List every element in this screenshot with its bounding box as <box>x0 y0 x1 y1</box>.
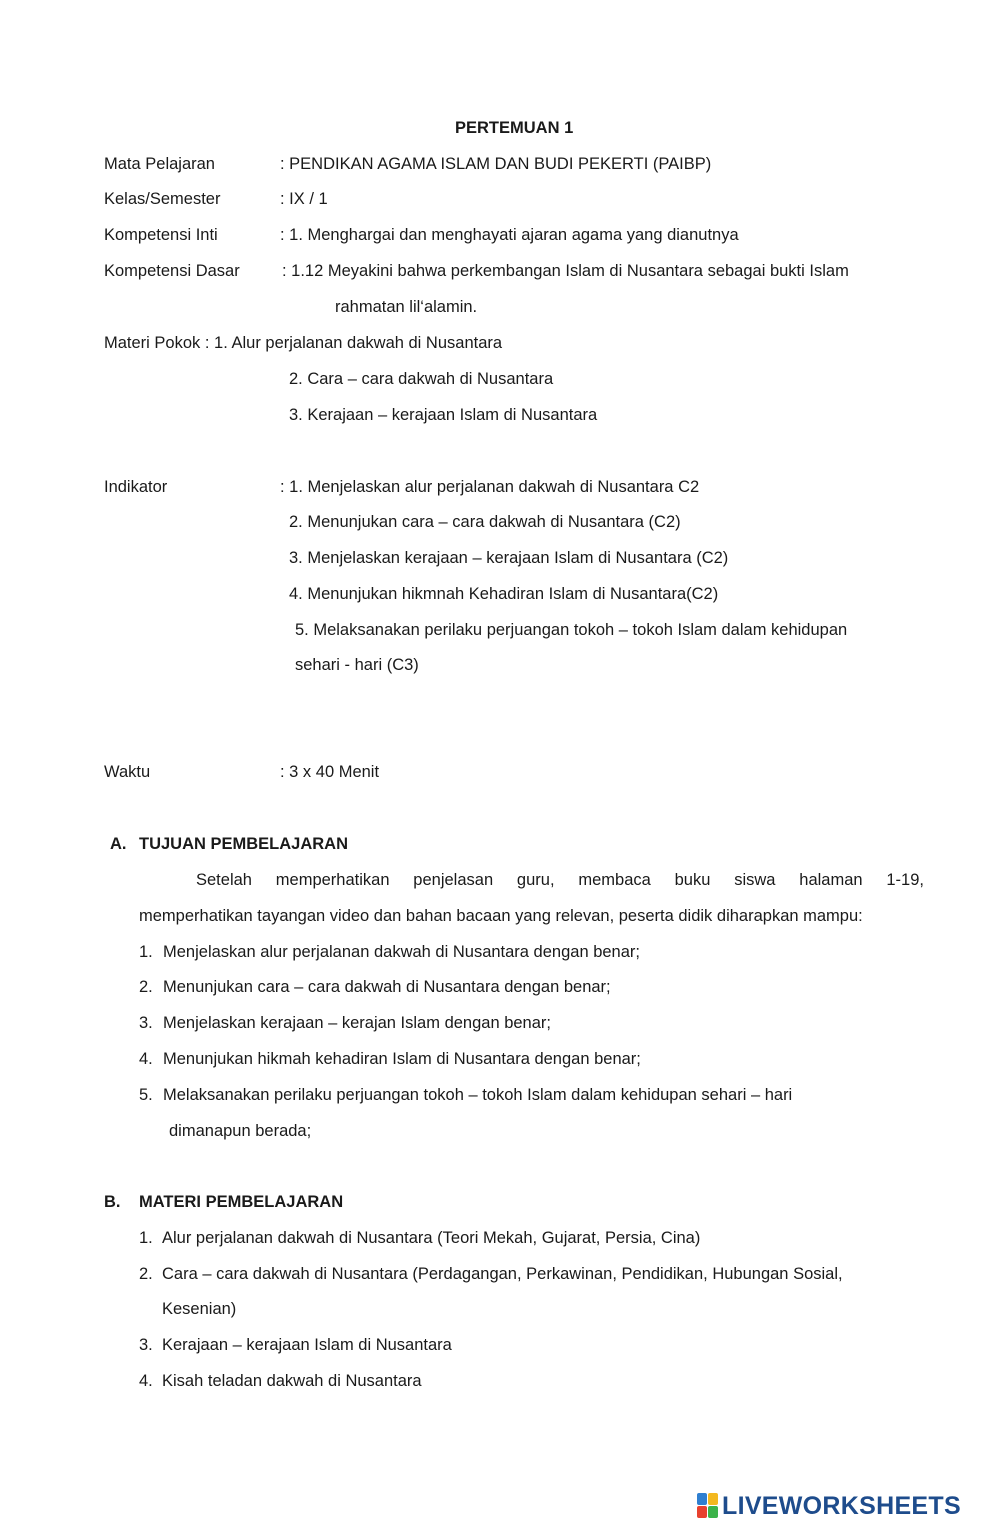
materi-item-1-num: 1. <box>139 1229 153 1247</box>
materi-pokok-item-3: 3. Kerajaan – kerajaan Islam di Nusantara <box>289 406 598 424</box>
waktu-value: : 3 x 40 Menit <box>280 763 380 781</box>
indikator-item-2: 2. Menunjukan cara – cara dakwah di Nusantara (C2) <box>289 513 681 531</box>
materi-item-4: Kisah teladan dakwah di Nusantara <box>162 1372 422 1390</box>
indikator-item-1: : 1. Menjelaskan alur perjalanan dakwah di Nusantara C2 <box>280 478 700 496</box>
liveworksheets-logo-icon <box>697 1493 719 1519</box>
tujuan-item-5-num: 5. <box>139 1086 153 1104</box>
section-a-letter: A. <box>110 835 127 853</box>
liveworksheets-logo-text: LIVEWORKSHEETS <box>722 1491 961 1520</box>
tujuan-item-5: Melaksanakan perilaku perjuangan tokoh – tokoh Islam dalam kehidupan sehari – hari <box>163 1086 793 1104</box>
materi-pokok-item-2: 2. Cara – cara dakwah di Nusantara <box>289 370 554 388</box>
section-a-paragraph-line-2: memperhatikan tayangan video dan bahan bacaan yang relevan, peserta didik diharapkan mampu: <box>139 907 863 925</box>
materi-item-2-num: 2. <box>139 1265 153 1283</box>
page-title: PERTEMUAN 1 <box>455 119 574 137</box>
kompetensi-dasar-value-cont: rahmatan lil‘alamin. <box>335 298 478 316</box>
materi-pokok-line: Materi Pokok : 1. Alur perjalanan dakwah di Nusantara <box>104 334 503 352</box>
materi-item-1: Alur perjalanan dakwah di Nusantara (Teori Mekah, Gujarat, Persia, Cina) <box>162 1229 701 1247</box>
tujuan-item-2-num: 2. <box>139 978 153 996</box>
tujuan-item-1: Menjelaskan alur perjalanan dakwah di Nusantara dengan benar; <box>163 943 640 961</box>
materi-item-2-cont: Kesenian) <box>162 1300 237 1318</box>
indikator-item-5: 5. Melaksanakan perilaku perjuangan tokoh – tokoh Islam dalam kehidupan <box>295 621 848 639</box>
materi-item-3-num: 3. <box>139 1336 153 1354</box>
kompetensi-inti-value: : 1. Menghargai dan menghayati ajaran agama yang dianutnya <box>280 226 739 244</box>
indikator-item-4: 4. Menunjukan hikmnah Kehadiran Islam di Nusantara(C2) <box>289 585 719 603</box>
indikator-label: Indikator <box>104 478 168 496</box>
tujuan-item-3: Menjelaskan kerajaan – kerajan Islam dengan benar; <box>163 1014 551 1032</box>
kompetensi-dasar-value: : 1.12 Meyakini bahwa perkembangan Islam di Nusantara sebagai bukti Islam <box>282 262 849 280</box>
tujuan-item-1-num: 1. <box>139 943 153 961</box>
waktu-label: Waktu <box>104 763 151 781</box>
liveworksheets-watermark <box>697 1490 961 1522</box>
kelas-value: : IX / 1 <box>280 190 328 208</box>
materi-item-3: Kerajaan – kerajaan Islam di Nusantara <box>162 1336 452 1354</box>
tujuan-item-3-num: 3. <box>139 1014 153 1032</box>
materi-item-4-num: 4. <box>139 1372 153 1390</box>
tujuan-item-4-num: 4. <box>139 1050 153 1068</box>
section-b-heading: MATERI PEMBELAJARAN <box>139 1193 344 1211</box>
tujuan-item-4: Menunjukan hikmah kehadiran Islam di Nusantara dengan benar; <box>163 1050 641 1068</box>
tujuan-item-2: Menunjukan cara – cara dakwah di Nusantara dengan benar; <box>163 978 611 996</box>
kompetensi-inti-label: Kompetensi Inti <box>104 226 218 244</box>
kelas-label: Kelas/Semester <box>104 190 221 208</box>
section-a-heading: TUJUAN PEMBELAJARAN <box>139 835 349 853</box>
section-b-letter: B. <box>104 1193 121 1211</box>
mata-pelajaran-label: Mata Pelajaran <box>104 155 215 173</box>
section-a-paragraph-line-1: Setelah memperhatikan penjelasan guru, membaca buku siswa halaman 1-19, <box>196 871 924 889</box>
materi-item-2: Cara – cara dakwah di Nusantara (Perdagangan, Perkawinan, Pendidikan, Hubungan Sosial, <box>162 1265 843 1283</box>
indikator-item-3: 3. Menjelaskan kerajaan – kerajaan Islam di Nusantara (C2) <box>289 549 729 567</box>
kompetensi-dasar-label: Kompetensi Dasar <box>104 262 240 280</box>
mata-pelajaran-value: : PENDIKAN AGAMA ISLAM DAN BUDI PEKERTI (PAIBP) <box>280 155 712 173</box>
tujuan-item-5-cont: dimanapun berada; <box>169 1122 312 1140</box>
indikator-item-5-cont: sehari - hari (C3) <box>295 656 419 674</box>
